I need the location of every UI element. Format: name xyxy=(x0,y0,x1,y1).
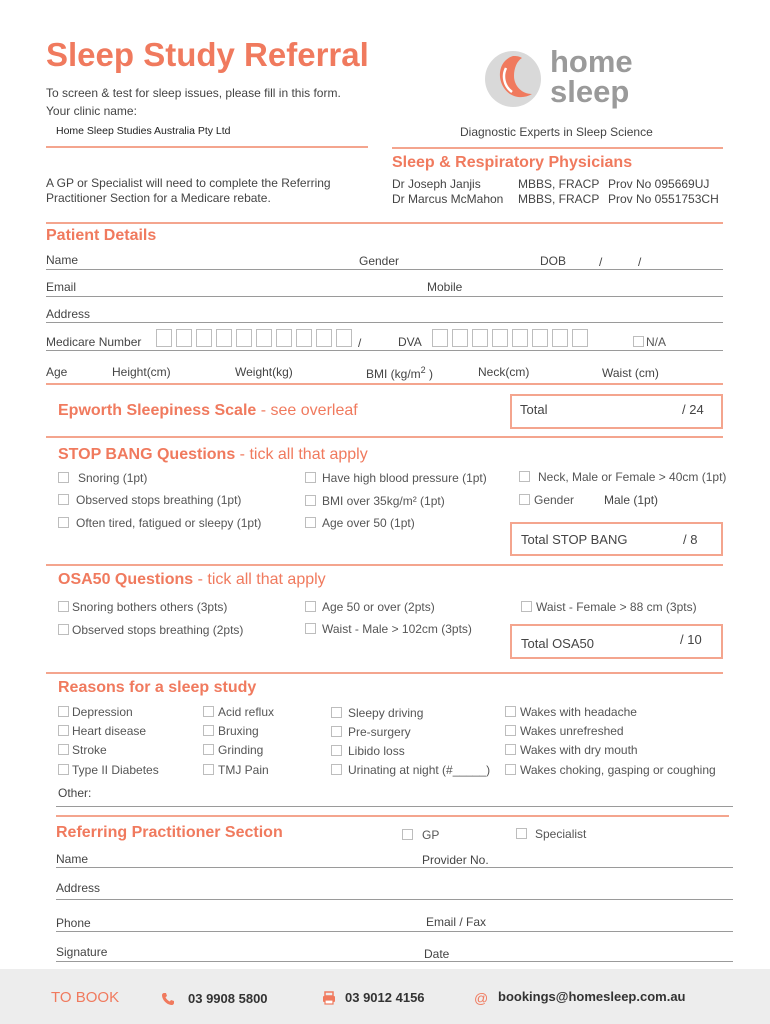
osa50-age[interactable] xyxy=(305,600,435,614)
bmi-sup: 2 xyxy=(420,365,426,375)
dva-label: DVA xyxy=(398,335,422,349)
bmi-label xyxy=(366,365,433,381)
referring-signature-line[interactable] xyxy=(56,961,733,962)
physicians-title: Sleep & Respiratory Physicians xyxy=(392,154,633,171)
epworth-total-label: Total xyxy=(520,402,548,417)
booking-email[interactable]: bookings@homesleep.com.au xyxy=(498,989,686,1004)
option-label: Acid reflux xyxy=(218,705,275,719)
reason-type2-diabetes[interactable] xyxy=(58,763,159,777)
digit-box[interactable] xyxy=(572,329,588,347)
logo xyxy=(484,44,654,112)
logo-word-sleep: sleep xyxy=(550,74,630,109)
logo-face-icon xyxy=(484,50,542,108)
reason-acid-reflux[interactable] xyxy=(203,705,274,719)
reason-grinding[interactable] xyxy=(203,743,263,757)
osa50-rule xyxy=(46,672,723,674)
reason-bruxing[interactable] xyxy=(203,724,259,738)
stopbang-total-box[interactable] xyxy=(510,522,723,556)
reason-wakes-unrefreshed[interactable] xyxy=(505,724,624,738)
age-label: Age xyxy=(46,365,68,379)
referring-address-line[interactable] xyxy=(56,899,733,900)
referring-specialist-option[interactable] xyxy=(516,827,586,841)
physician-2-quals: MBBS, FRACP xyxy=(518,192,600,206)
checkbox[interactable] xyxy=(58,725,69,736)
referring-provider-label: Provider No. xyxy=(422,853,489,867)
reasons-rule xyxy=(56,815,729,817)
reason-pre-surgery[interactable] xyxy=(331,725,411,739)
digit-box[interactable] xyxy=(552,329,568,347)
digit-box[interactable] xyxy=(216,329,232,347)
referring-name-line[interactable] xyxy=(56,867,733,868)
neck-label: Neck(cm) xyxy=(478,365,530,379)
referring-gp-option[interactable] xyxy=(402,828,439,842)
patient-mobile-label: Mobile xyxy=(427,280,463,294)
stopbang-subtitle: - tick all that apply xyxy=(239,446,368,463)
osa50-title-text: OSA50 Questions xyxy=(58,571,194,588)
physicians-rule xyxy=(46,222,723,224)
reason-tmj-pain[interactable] xyxy=(203,763,269,777)
option-label: Heart disease xyxy=(72,724,147,738)
physician-1-prov: Prov No 095669UJ xyxy=(608,177,710,191)
option-label: TMJ Pain xyxy=(218,763,269,777)
physician-2-prov: Prov No 0551753CH xyxy=(608,192,719,206)
osa50-waist-male[interactable] xyxy=(305,622,472,636)
booking-phone[interactable]: 03 9908 5800 xyxy=(188,991,268,1006)
at-icon: @ xyxy=(474,990,489,1006)
referring-email-fax-label: Email / Fax xyxy=(426,915,487,929)
stopbang-observed-stops[interactable] xyxy=(58,493,241,507)
tagline: Diagnostic Experts in Sleep Science xyxy=(460,125,653,139)
fax-icon xyxy=(322,991,336,1005)
osa50-snoring[interactable] xyxy=(58,600,227,614)
digit-box[interactable] xyxy=(512,329,528,347)
epworth-rule xyxy=(46,436,723,438)
osa50-subtitle: - tick all that apply xyxy=(197,571,326,588)
digit-box[interactable] xyxy=(156,329,172,347)
stopbang-title xyxy=(58,446,368,464)
checkbox[interactable] xyxy=(58,744,69,755)
checkbox[interactable] xyxy=(505,764,516,775)
stopbang-rule xyxy=(46,564,723,566)
option-label: Urinating at night (#_____) xyxy=(348,763,491,777)
na-checkbox[interactable] xyxy=(633,335,666,349)
checkbox[interactable] xyxy=(203,764,214,775)
phone-icon xyxy=(161,992,175,1006)
digit-box[interactable] xyxy=(316,329,332,347)
referring-signature-label: Signature xyxy=(56,945,108,959)
reason-wakes-headache[interactable] xyxy=(505,705,637,719)
checkbox[interactable] xyxy=(521,601,532,612)
waist-label: Waist (cm) xyxy=(602,366,659,380)
patient-details-title: Patient Details xyxy=(46,227,157,244)
to-book-label: TO BOOK xyxy=(51,989,120,1006)
epworth-subtitle: - see overleaf xyxy=(260,402,358,419)
option-label: Bruxing xyxy=(218,724,259,738)
physician-1-name: Dr Joseph Janjis xyxy=(392,177,481,191)
stopbang-tired[interactable] xyxy=(58,516,261,530)
patient-email-label: Email xyxy=(46,280,77,294)
option-label: Observed stops breathing (1pt) xyxy=(76,493,242,507)
reasons-other-label: Other: xyxy=(58,786,92,800)
osa50-total-box[interactable] xyxy=(510,624,723,659)
reason-depression[interactable] xyxy=(58,705,133,719)
digit-box[interactable] xyxy=(432,329,448,347)
checkbox[interactable] xyxy=(331,764,342,775)
checkbox[interactable] xyxy=(203,725,214,736)
option-label: Wakes with headache xyxy=(520,705,637,719)
reasons-other-line[interactable] xyxy=(56,806,733,807)
osa50-waist-female[interactable] xyxy=(521,600,697,614)
checkbox[interactable] xyxy=(519,471,530,482)
stopbang-title-text: STOP BANG Questions xyxy=(58,446,236,463)
osa50-observed-stops[interactable] xyxy=(58,623,243,637)
checkbox[interactable] xyxy=(505,725,516,736)
option-label: Sleepy driving xyxy=(348,706,424,720)
physician-2-name: Dr Marcus McMahon xyxy=(392,192,504,206)
epworth-total-box[interactable] xyxy=(510,394,723,429)
digit-box[interactable] xyxy=(336,329,352,347)
dob-sep-1: / xyxy=(599,255,603,269)
physician-1-quals: MBBS, FRACP xyxy=(518,177,600,191)
checkbox[interactable] xyxy=(331,707,342,718)
checkbox[interactable] xyxy=(305,623,316,634)
referring-phone-label: Phone xyxy=(56,916,91,930)
option-label: Wakes unrefreshed xyxy=(520,724,624,738)
digit-box[interactable] xyxy=(176,329,192,347)
option-label: Waist - Male > 102cm (3pts) xyxy=(322,622,472,636)
reason-sleepy-driving[interactable] xyxy=(331,706,423,720)
patient-name-line[interactable] xyxy=(46,269,723,270)
reason-wakes-dry-mouth[interactable] xyxy=(505,743,638,757)
stopbang-total-label: Total STOP BANG xyxy=(521,532,628,547)
option-label: Gender xyxy=(534,493,575,507)
option-label: Observed stops breathing (2pts) xyxy=(72,623,244,637)
patient-name-label: Name xyxy=(46,253,79,267)
checkbox[interactable] xyxy=(58,472,69,483)
checkbox[interactable] xyxy=(305,495,316,506)
option-label: BMI over 35kg/m² (1pt) xyxy=(322,494,445,508)
logo-word-home: home xyxy=(550,44,633,79)
checkbox[interactable] xyxy=(516,828,527,839)
referring-title: Referring Practitioner Section xyxy=(56,824,283,841)
weight-label: Weight(kg) xyxy=(235,365,293,379)
gp-note-line-2: Practitioner Section for a Medicare rebate. xyxy=(46,191,271,205)
clinic-name[interactable]: Home Sleep Studies Australia Pty Ltd xyxy=(56,125,231,137)
bmi-close: ) xyxy=(425,367,434,381)
patient-address-label: Address xyxy=(46,307,91,321)
dob-sep-2: / xyxy=(638,255,642,269)
osa50-title xyxy=(58,571,326,589)
stopbang-neck[interactable] xyxy=(519,470,726,484)
checkbox[interactable] xyxy=(519,494,530,505)
option-label: Wakes with dry mouth xyxy=(520,743,638,757)
checkbox[interactable] xyxy=(58,517,69,528)
checkbox[interactable] xyxy=(402,829,413,840)
header-rule-right xyxy=(392,147,723,149)
epworth-total-max: / 24 xyxy=(682,402,704,417)
digit-box[interactable] xyxy=(472,329,488,347)
digit-box[interactable] xyxy=(492,329,508,347)
referring-name-label: Name xyxy=(56,852,89,866)
na-checkbox-box[interactable] xyxy=(633,336,644,347)
patient-address-line[interactable] xyxy=(46,322,723,323)
option-label: Libido loss xyxy=(348,744,405,758)
option-label: Pre-surgery xyxy=(348,725,411,739)
reason-heart-disease[interactable] xyxy=(58,724,146,738)
stopbang-gender[interactable] xyxy=(519,493,574,507)
checkbox[interactable] xyxy=(505,706,516,717)
option-label: Have high blood pressure (1pt) xyxy=(322,471,487,485)
patient-dob-label: DOB xyxy=(540,254,567,268)
checkbox[interactable] xyxy=(203,744,214,755)
checkbox[interactable] xyxy=(505,744,516,755)
osa50-total-max: / 10 xyxy=(680,632,702,647)
patient-email-line[interactable] xyxy=(46,296,723,297)
digit-box[interactable] xyxy=(296,329,312,347)
stopbang-male: Male (1pt) xyxy=(604,493,659,507)
digit-box[interactable] xyxy=(276,329,292,347)
booking-footer xyxy=(0,969,770,1024)
option-label: Grinding xyxy=(218,743,264,757)
checkbox[interactable] xyxy=(331,745,342,756)
checkbox[interactable] xyxy=(305,601,316,612)
checkbox[interactable] xyxy=(203,706,214,717)
option-label: Wakes choking, gasping or coughing xyxy=(520,763,716,777)
page-title: Sleep Study Referral xyxy=(46,36,369,73)
patient-end-rule xyxy=(46,383,723,385)
booking-fax[interactable]: 03 9012 4156 xyxy=(345,990,425,1005)
checkbox[interactable] xyxy=(58,764,69,775)
epworth-title-text: Epworth Sleepiness Scale xyxy=(58,402,257,419)
option-label: Often tired, fatigued or sleepy (1pt) xyxy=(76,516,262,530)
stopbang-age[interactable] xyxy=(305,516,415,530)
referring-phone-line[interactable] xyxy=(56,931,733,932)
bmi-text: BMI (kg/m xyxy=(366,367,421,381)
option-label: Waist - Female > 88 cm (3pts) xyxy=(536,600,697,614)
digit-box[interactable] xyxy=(236,329,252,347)
digit-box[interactable] xyxy=(532,329,548,347)
stopbang-bmi[interactable] xyxy=(305,494,445,508)
stopbang-blood-pressure[interactable] xyxy=(305,471,487,485)
height-label: Height(cm) xyxy=(112,365,171,379)
option-label: Age over 50 (1pt) xyxy=(322,516,415,530)
option-label: Stroke xyxy=(72,743,107,757)
reason-wakes-choking[interactable] xyxy=(505,763,716,777)
patient-gender-label: Gender xyxy=(359,254,400,268)
option-label: Snoring bothers others (3pts) xyxy=(72,600,228,614)
referring-address-label: Address xyxy=(56,881,101,895)
option-label: Depression xyxy=(72,705,133,719)
option-label: Type II Diabetes xyxy=(72,763,159,777)
digit-box[interactable] xyxy=(256,329,272,347)
checkbox[interactable] xyxy=(58,624,69,635)
medicare-slash: / xyxy=(358,336,362,350)
checkbox[interactable] xyxy=(305,517,316,528)
referring-date-label: Date xyxy=(424,947,450,961)
epworth-title xyxy=(58,402,358,420)
clinic-name-line xyxy=(46,146,368,148)
checkbox[interactable] xyxy=(305,472,316,483)
option-label: Snoring (1pt) xyxy=(78,471,148,485)
stopbang-snoring[interactable] xyxy=(58,471,147,485)
checkbox[interactable] xyxy=(331,726,342,737)
intro-line-1: To screen & test for sleep issues, please fill in this form. xyxy=(46,86,341,100)
option-label: Specialist xyxy=(535,827,587,841)
osa50-total-label: Total OSA50 xyxy=(521,636,594,651)
na-label: N/A xyxy=(646,335,667,349)
option-label: Neck, Male or Female > 40cm (1pt) xyxy=(538,470,727,484)
medicare-line xyxy=(46,350,723,351)
reason-stroke[interactable] xyxy=(58,743,107,757)
digit-box[interactable] xyxy=(452,329,468,347)
intro-line-2: Your clinic name: xyxy=(46,104,137,118)
checkbox[interactable] xyxy=(58,494,69,505)
stopbang-total-max: / 8 xyxy=(683,532,698,547)
reason-urinating-at-night[interactable] xyxy=(331,763,490,777)
medicare-label: Medicare Number xyxy=(46,335,142,349)
option-label: GP xyxy=(422,828,440,842)
digit-box[interactable] xyxy=(196,329,212,347)
gp-note-line-1: A GP or Specialist will need to complete the Referring xyxy=(46,176,331,190)
checkbox[interactable] xyxy=(58,601,69,612)
reason-libido-loss[interactable] xyxy=(331,744,405,758)
checkbox[interactable] xyxy=(58,706,69,717)
option-label: Age 50 or over (2pts) xyxy=(322,600,435,614)
reasons-title: Reasons for a sleep study xyxy=(58,679,257,696)
